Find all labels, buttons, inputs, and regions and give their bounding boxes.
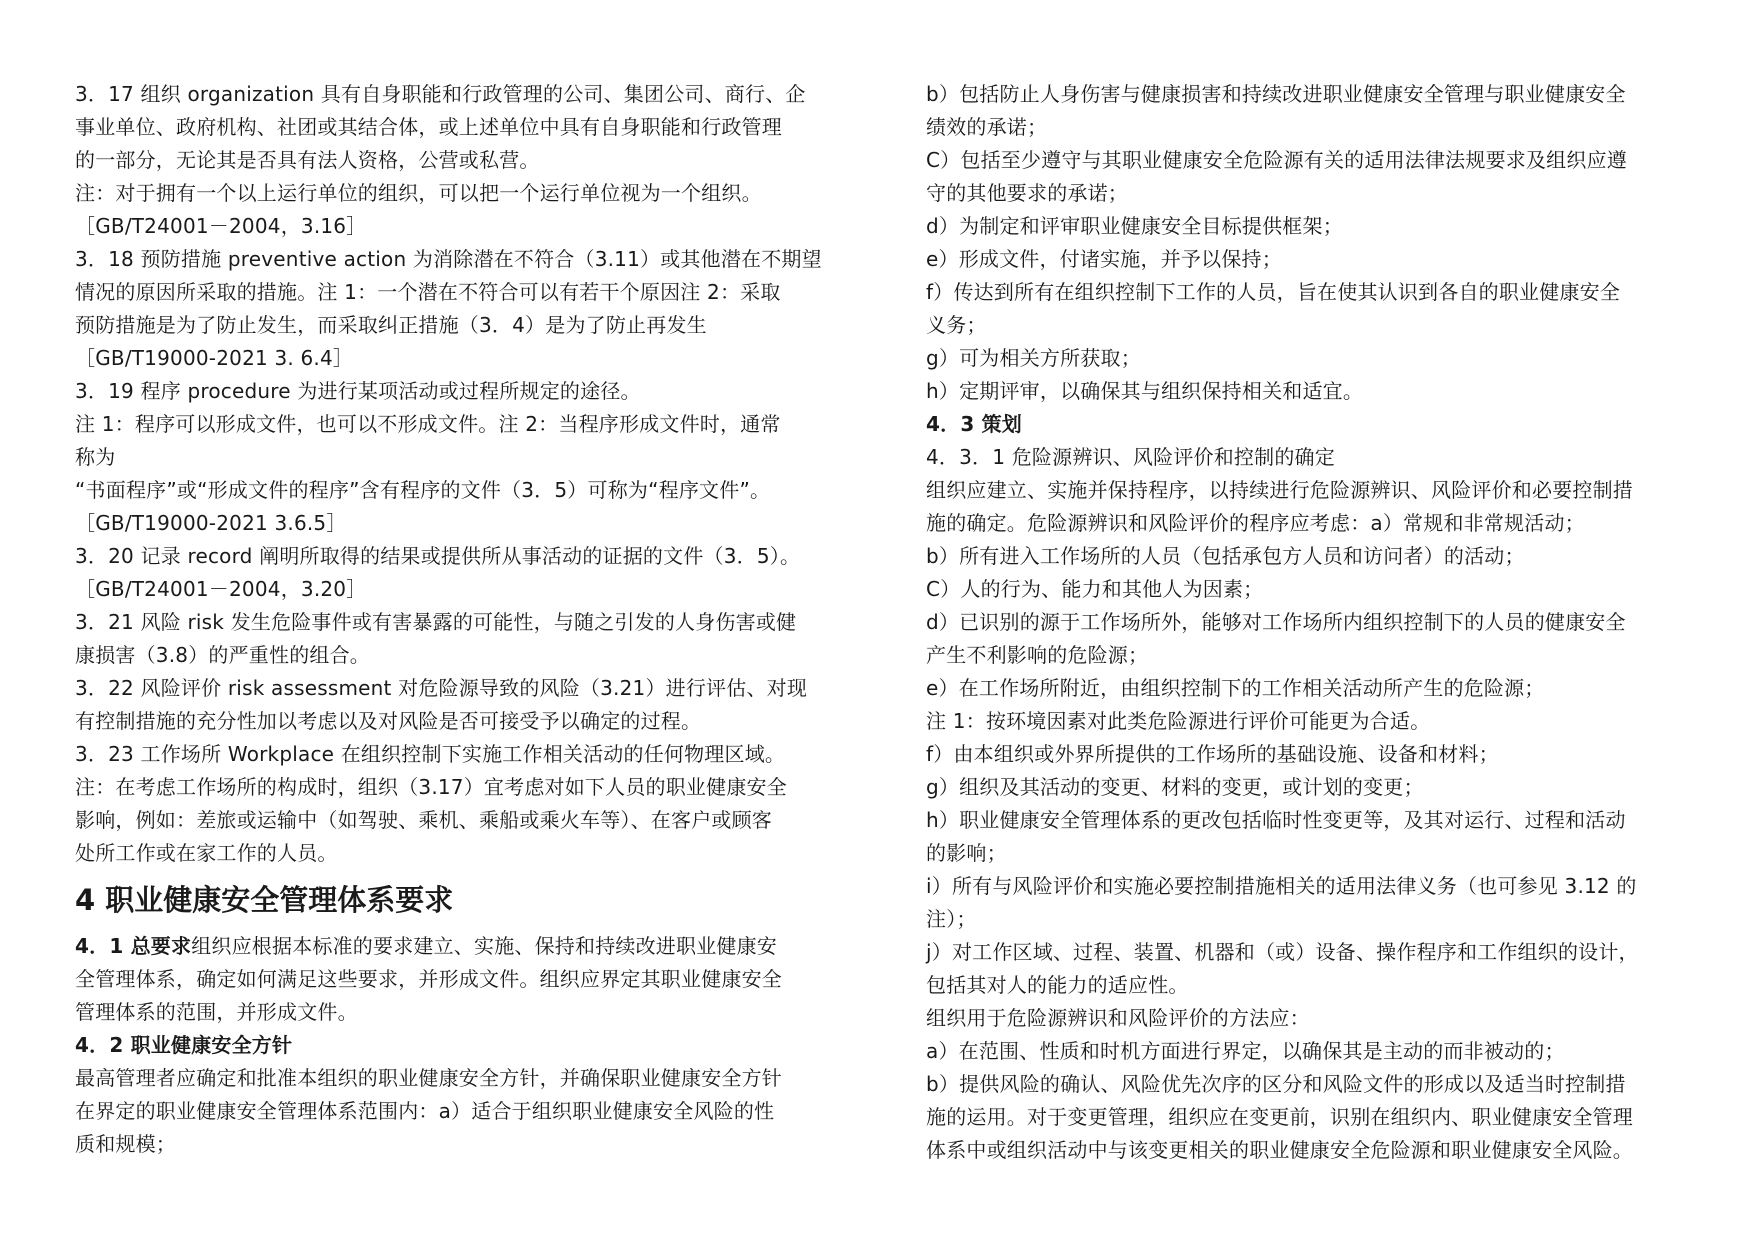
text-line: 绩效的承诺； xyxy=(926,115,1048,139)
text-line: 产生不利影响的危险源； xyxy=(926,643,1149,667)
text-line: 注：在考虑工作场所的构成时，组织（3.17）宜考虑对如下人员的职业健康安全 xyxy=(75,775,787,799)
text-line: 施的确定。危险源辨识和风险评价的程序应考虑：a）常规和非常规活动； xyxy=(926,511,1585,535)
text-line: 3．22 风险评价 risk assessment 对危险源导致的风险（3.21）进行评估、对现 xyxy=(75,676,808,700)
text-line: 注：对于拥有一个以上运行单位的组织，可以把一个运行单位视为一个组织。 xyxy=(75,181,762,205)
text-line: a）在范围、性质和时机方面进行界定，以确保其是主动的而非被动的； xyxy=(926,1039,1565,1063)
text-line: i）所有与风险评价和实施必要控制措施相关的适用法律义务（也可参见 3.12 的 xyxy=(926,874,1637,898)
text-line: e）在工作场所附近，由组织控制下的工作相关活动所产生的危险源； xyxy=(926,676,1545,700)
text-line: 3．21 风险 risk 发生危险事件或有害暴露的可能性，与随之引发的人身伤害或健 xyxy=(75,610,797,634)
text-line: 体系中或组织活动中与该变更相关的职业健康安全危险源和职业健康安全风险。 xyxy=(926,1138,1633,1162)
section-heading: 4 职业健康安全管理体系要求 xyxy=(75,883,454,917)
text-line: h）定期评审，以确保其与组织保持相关和适宜。 xyxy=(926,379,1364,403)
text-line: b）所有进入工作场所的人员（包括承包方人员和访问者）的活动； xyxy=(926,544,1525,568)
text-line: 情况的原因所采取的措施。注 1：一个潜在不符合可以有若干个原因注 2：采取 xyxy=(75,280,781,304)
text-line: 组织应建立、实施并保持程序，以持续进行危险源辨识、风险评价和必要控制措 xyxy=(926,478,1633,502)
text-line: 预防措施是为了防止发生，而采取纠正措施（3．4）是为了防止再发生 xyxy=(75,313,707,337)
text-line: ［GB/T24001－2004，3.16］ xyxy=(75,214,367,238)
text-line: 3．23 工作场所 Workplace 在组织控制下实施工作相关活动的任何物理区域。 xyxy=(75,742,786,766)
text-line xyxy=(75,930,845,963)
text-line: g）组织及其活动的变更、材料的变更，或计划的变更； xyxy=(926,775,1424,799)
text-line: 3．20 记录 record 阐明所取得的结果或提供所从事活动的证据的文件（3．5）。 xyxy=(75,544,801,568)
text-line: 组织用于危险源辨识和风险评价的方法应： xyxy=(926,1006,1310,1030)
text-line: 施的运用。对于变更管理，组织应在变更前，识别在组织内、职业健康安全管理 xyxy=(926,1105,1633,1129)
text-line: b）包括防止人身伤害与健康损害和持续改进职业健康安全管理与职业健康安全 xyxy=(926,82,1626,106)
text-line: C）人的行为、能力和其他人为因素； xyxy=(926,577,1264,601)
text-line: 全管理体系，确定如何满足这些要求，并形成文件。组织应界定其职业健康安全 xyxy=(75,967,782,991)
text-line: f）由本组织或外界所提供的工作场所的基础设施、设备和材料； xyxy=(926,742,1499,766)
text-line: C）包括至少遵守与其职业健康安全危险源有关的适用法律法规要求及组织应遵 xyxy=(926,148,1627,172)
text-line: 3．18 预防措施 preventive action 为消除潜在不符合（3.11）或其他潜在不期望 xyxy=(75,247,822,271)
left-column xyxy=(75,78,845,1161)
text-line: 义务； xyxy=(926,313,987,337)
subsection-title: 4．2 职业健康安全方针 xyxy=(75,1033,293,1057)
text-line: g）可为相关方所获取； xyxy=(926,346,1141,370)
text-line: 守的其他要求的承诺； xyxy=(926,181,1128,205)
text-line: 质和规模； xyxy=(75,1132,176,1156)
subsection-title: 4．3 策划 xyxy=(926,412,1022,436)
text-line: b）提供风险的确认、风险优先次序的区分和风险文件的形成以及适当时控制措 xyxy=(926,1072,1626,1096)
text-line: 的影响； xyxy=(926,841,1007,865)
text-line: “书面程序”或“形成文件的程序”含有程序的文件（3．5）可称为“程序文件”。 xyxy=(75,478,771,502)
text-line: 有控制措施的充分性加以考虑以及对风险是否可接受予以确定的过程。 xyxy=(75,709,702,733)
text-line: 3．17 组织 organization 具有自身职能和行政管理的公司、集团公司、商行、企 xyxy=(75,82,806,106)
text-line: ［GB/T24001－2004，3.20］ xyxy=(75,577,367,601)
text-line: f）传达到所有在组织控制下工作的人员，旨在使其认识到各自的职业健康安全 xyxy=(926,280,1621,304)
text-line: ［GB/T19000-2021 3. 6.4］ xyxy=(75,346,354,370)
text-line: 3．19 程序 procedure 为进行某项活动或过程所规定的途径。 xyxy=(75,379,641,403)
text-line: 称为 xyxy=(75,445,116,469)
text-line: 注 1：程序可以形成文件，也可以不形成文件。注 2：当程序形成文件时，通常 xyxy=(75,412,781,436)
text-line: 的一部分，无论其是否具有法人资格，公营或私营。 xyxy=(75,148,540,172)
text-line: 处所工作或在家工作的人员。 xyxy=(75,841,338,865)
text-line: 管理体系的范围，并形成文件。 xyxy=(75,1000,358,1024)
text-line: h）职业健康安全管理体系的更改包括临时性变更等，及其对运行、过程和活动 xyxy=(926,808,1626,832)
right-column xyxy=(926,78,1696,1167)
text-line: 康损害（3.8）的严重性的组合。 xyxy=(75,643,371,667)
text-line: j）对工作区域、过程、装置、机器和（或）设备、操作程序和工作组织的设计， xyxy=(926,940,1639,964)
text-line: 影响，例如：差旅或运输中（如驾驶、乘机、乘船或乘火车等）、在客户或顾客 xyxy=(75,808,772,832)
text-line: 事业单位、政府机构、社团或其结合体，或上述单位中具有自身职能和行政管理 xyxy=(75,115,782,139)
text-line: 注 1：按环境因素对此类危险源进行评价可能更为合适。 xyxy=(926,709,1431,733)
text-line: e）形成文件，付诸实施，并予以保持； xyxy=(926,247,1282,271)
subsection-title: 4．1 总要求 xyxy=(75,934,192,958)
text-span: 组织应根据本标准的要求建立、实施、保持和持续改进职业健康安 xyxy=(191,934,778,958)
text-line: d）已识别的源于工作场所外，能够对工作场所内组织控制下的人员的健康安全 xyxy=(926,610,1626,634)
text-line: d）为制定和评审职业健康安全目标提供框架； xyxy=(926,214,1343,238)
text-line: ［GB/T19000-2021 3.6.5］ xyxy=(75,511,347,535)
text-line: 最高管理者应确定和批准本组织的职业健康安全方针，并确保职业健康安全方针 xyxy=(75,1066,782,1090)
text-line: 4．3．1 危险源辨识、风险评价和控制的确定 xyxy=(926,445,1335,469)
text-line: 在界定的职业健康安全管理体系范围内：a）适合于组织职业健康安全风险的性 xyxy=(75,1099,775,1123)
text-line: 注）； xyxy=(926,907,977,931)
text-line: 包括其对人的能力的适应性。 xyxy=(926,973,1189,997)
